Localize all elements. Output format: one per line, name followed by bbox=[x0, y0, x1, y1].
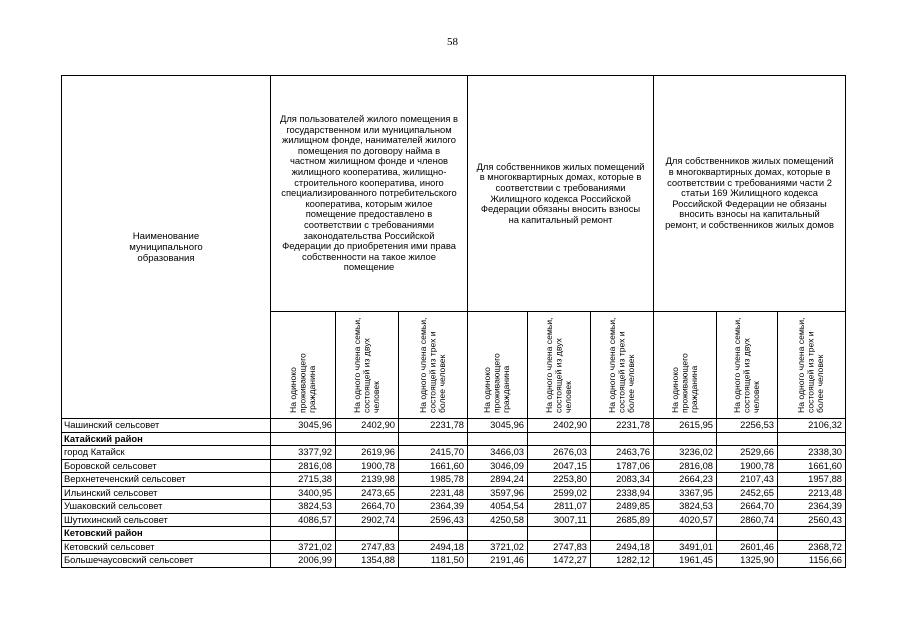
value-cell: 2902,74 bbox=[336, 513, 399, 527]
value-cell bbox=[778, 527, 846, 541]
value-cell: 2685,89 bbox=[591, 513, 654, 527]
value-cell: 2231,78 bbox=[399, 419, 468, 433]
municipality-name: Большечаусовский сельсовет bbox=[62, 554, 271, 568]
value-cell: 2489,85 bbox=[591, 500, 654, 514]
value-cell: 2664,70 bbox=[717, 500, 778, 514]
value-cell: 3236,02 bbox=[654, 446, 717, 460]
value-cell: 3491,01 bbox=[654, 540, 717, 554]
value-cell: 2494,18 bbox=[591, 540, 654, 554]
value-cell bbox=[591, 432, 654, 446]
value-cell: 3400,95 bbox=[271, 486, 336, 500]
value-cell: 2615,95 bbox=[654, 419, 717, 433]
value-cell: 1282,12 bbox=[591, 554, 654, 568]
value-cell: 1900,78 bbox=[336, 459, 399, 473]
value-cell: 2083,34 bbox=[591, 473, 654, 487]
group-header-owners-obliged: Для собственников жилых помещений в многоквартирных домах, которые в соответствии с требованиями Жилищного кодекса Российской Федерации обязаны вносить взносы на капитальный ремонт bbox=[468, 76, 654, 312]
value-cell: 3466,03 bbox=[468, 446, 528, 460]
value-cell bbox=[271, 527, 336, 541]
municipality-name: Чашинский сельсовет bbox=[62, 419, 271, 433]
value-cell: 3824,53 bbox=[654, 500, 717, 514]
value-cell: 2529,66 bbox=[717, 446, 778, 460]
subcolumn-header-single: На одиноко проживающего гражданина bbox=[654, 312, 717, 419]
value-cell: 4020,57 bbox=[654, 513, 717, 527]
value-cell: 1961,45 bbox=[654, 554, 717, 568]
value-cell: 3824,53 bbox=[271, 500, 336, 514]
value-cell: 2139,98 bbox=[336, 473, 399, 487]
value-cell: 4086,57 bbox=[271, 513, 336, 527]
value-cell: 2816,08 bbox=[654, 459, 717, 473]
table-row bbox=[62, 500, 846, 514]
subcolumn-header-single: На одиноко проживающего гражданина bbox=[271, 312, 336, 419]
value-cell: 3377,92 bbox=[271, 446, 336, 460]
value-cell: 1354,88 bbox=[336, 554, 399, 568]
value-cell: 2619,96 bbox=[336, 446, 399, 460]
table-row bbox=[62, 446, 846, 460]
value-cell: 2338,94 bbox=[591, 486, 654, 500]
page-number: 58 bbox=[447, 36, 458, 48]
district-name: Катайский район bbox=[62, 432, 271, 446]
value-cell: 2463,76 bbox=[591, 446, 654, 460]
value-cell: 2415,70 bbox=[399, 446, 468, 460]
value-cell: 1156,66 bbox=[778, 554, 846, 568]
value-cell: 2338,30 bbox=[778, 446, 846, 460]
value-cell bbox=[717, 527, 778, 541]
group-header-owners-exempt: Для собственников жилых помещений в многоквартирных домах, которые в соответствии с требованиями части 2 статьи 169 Жилищного кодекса Российской Федерации не обязаны вносить взносы на капитальный ремонт, и собственников жилых домов bbox=[654, 76, 846, 312]
value-cell bbox=[591, 527, 654, 541]
subcolumn-header-two-person: На одного члена семьи, состоящей из двух человек bbox=[717, 312, 778, 419]
municipality-name: Боровской сельсовет bbox=[62, 459, 271, 473]
value-cell: 3367,95 bbox=[654, 486, 717, 500]
value-cell: 1957,88 bbox=[778, 473, 846, 487]
value-cell: 2747,83 bbox=[528, 540, 591, 554]
value-cell: 2107,43 bbox=[717, 473, 778, 487]
value-cell: 2106,32 bbox=[778, 419, 846, 433]
municipality-name: Ильинский сельсовет bbox=[62, 486, 271, 500]
value-cell: 2213,48 bbox=[778, 486, 846, 500]
value-cell: 3045,96 bbox=[468, 419, 528, 433]
value-cell: 2191,46 bbox=[468, 554, 528, 568]
value-cell: 4250,58 bbox=[468, 513, 528, 527]
value-cell: 2231,78 bbox=[591, 419, 654, 433]
table-row bbox=[62, 473, 846, 487]
value-cell: 2596,43 bbox=[399, 513, 468, 527]
value-cell bbox=[399, 432, 468, 446]
value-cell: 2402,90 bbox=[528, 419, 591, 433]
value-cell: 3045,96 bbox=[271, 419, 336, 433]
group-header-tenants: Для пользователей жилого помещения в государственном или муниципальном жилищном фонде, нанимателей жилого помещения по договору найма в частном жилищном фонде и членов жилищного кооператива, жилищно-строительного кооператива, иного специализированного потребительского кооператива, которым жилое помещение предоставлено в соответствии с требованиями законодательства Российской Федерации до приобретения ими права собственности на такое жилое помещение bbox=[271, 76, 468, 312]
value-cell: 3007,11 bbox=[528, 513, 591, 527]
table-row bbox=[62, 513, 846, 527]
table-row bbox=[62, 459, 846, 473]
value-cell: 2231,48 bbox=[399, 486, 468, 500]
subcolumn-header-three-plus: На одного члена семьи, состоящей из трех и более человек bbox=[591, 312, 654, 419]
value-cell: 2253,80 bbox=[528, 473, 591, 487]
municipality-name: город Катайск bbox=[62, 446, 271, 460]
value-cell: 2364,39 bbox=[778, 500, 846, 514]
district-name: Кетовский район bbox=[62, 527, 271, 541]
subcolumn-header-single: На одиноко проживающего гражданина bbox=[468, 312, 528, 419]
value-cell: 2047,15 bbox=[528, 459, 591, 473]
value-cell: 2601,46 bbox=[717, 540, 778, 554]
value-cell: 2494,18 bbox=[399, 540, 468, 554]
value-cell: 3046,09 bbox=[468, 459, 528, 473]
value-cell bbox=[654, 527, 717, 541]
district-row bbox=[62, 527, 846, 541]
value-cell: 2473,65 bbox=[336, 486, 399, 500]
value-cell: 2894,24 bbox=[468, 473, 528, 487]
municipality-name: Ушаковский сельсовет bbox=[62, 500, 271, 514]
value-cell bbox=[654, 432, 717, 446]
table-row bbox=[62, 554, 846, 568]
tariff-table bbox=[61, 75, 846, 568]
value-cell: 1787,06 bbox=[591, 459, 654, 473]
table-row bbox=[62, 540, 846, 554]
value-cell: 1181,50 bbox=[399, 554, 468, 568]
value-cell: 1661,60 bbox=[778, 459, 846, 473]
value-cell: 2664,70 bbox=[336, 500, 399, 514]
value-cell: 1472,27 bbox=[528, 554, 591, 568]
value-cell: 1325,90 bbox=[717, 554, 778, 568]
value-cell: 2599,02 bbox=[528, 486, 591, 500]
value-cell bbox=[778, 432, 846, 446]
municipality-name: Шутихинский сельсовет bbox=[62, 513, 271, 527]
value-cell: 3721,02 bbox=[468, 540, 528, 554]
subcolumn-header-two-person: На одного члена семьи, состоящей из двух человек bbox=[528, 312, 591, 419]
value-cell: 1985,78 bbox=[399, 473, 468, 487]
table-row bbox=[62, 419, 846, 433]
value-cell bbox=[336, 432, 399, 446]
value-cell bbox=[271, 432, 336, 446]
value-cell bbox=[468, 527, 528, 541]
table-row bbox=[62, 486, 846, 500]
subcolumn-header-three-plus: На одного члена семьи, состоящей из трех и более человек bbox=[778, 312, 846, 419]
municipality-name: Кетовский сельсовет bbox=[62, 540, 271, 554]
value-cell: 2402,90 bbox=[336, 419, 399, 433]
header-row-groups bbox=[62, 76, 846, 312]
value-cell: 2560,43 bbox=[778, 513, 846, 527]
municipality-name-header: Наименование муниципального образования bbox=[62, 76, 271, 419]
subcolumn-header-three-plus: На одного члена семьи, состоящей из трех и более человек bbox=[399, 312, 468, 419]
district-row bbox=[62, 432, 846, 446]
municipality-name: Верхнетеченский сельсовет bbox=[62, 473, 271, 487]
subcolumn-header-two-person: На одного члена семьи, состоящей из двух человек bbox=[336, 312, 399, 419]
value-cell: 2664,23 bbox=[654, 473, 717, 487]
value-cell bbox=[468, 432, 528, 446]
value-cell bbox=[528, 527, 591, 541]
value-cell: 2452,65 bbox=[717, 486, 778, 500]
value-cell: 4054,54 bbox=[468, 500, 528, 514]
value-cell bbox=[717, 432, 778, 446]
value-cell: 2256,53 bbox=[717, 419, 778, 433]
value-cell: 2368,72 bbox=[778, 540, 846, 554]
value-cell: 1900,78 bbox=[717, 459, 778, 473]
value-cell: 3721,02 bbox=[271, 540, 336, 554]
value-cell: 2715,38 bbox=[271, 473, 336, 487]
value-cell: 2811,07 bbox=[528, 500, 591, 514]
value-cell: 2676,03 bbox=[528, 446, 591, 460]
value-cell: 2816,08 bbox=[271, 459, 336, 473]
value-cell bbox=[336, 527, 399, 541]
value-cell: 2006,99 bbox=[271, 554, 336, 568]
value-cell bbox=[528, 432, 591, 446]
value-cell: 2860,74 bbox=[717, 513, 778, 527]
value-cell: 3597,96 bbox=[468, 486, 528, 500]
value-cell: 2747,83 bbox=[336, 540, 399, 554]
value-cell bbox=[399, 527, 468, 541]
value-cell: 1661,60 bbox=[399, 459, 468, 473]
value-cell: 2364,39 bbox=[399, 500, 468, 514]
